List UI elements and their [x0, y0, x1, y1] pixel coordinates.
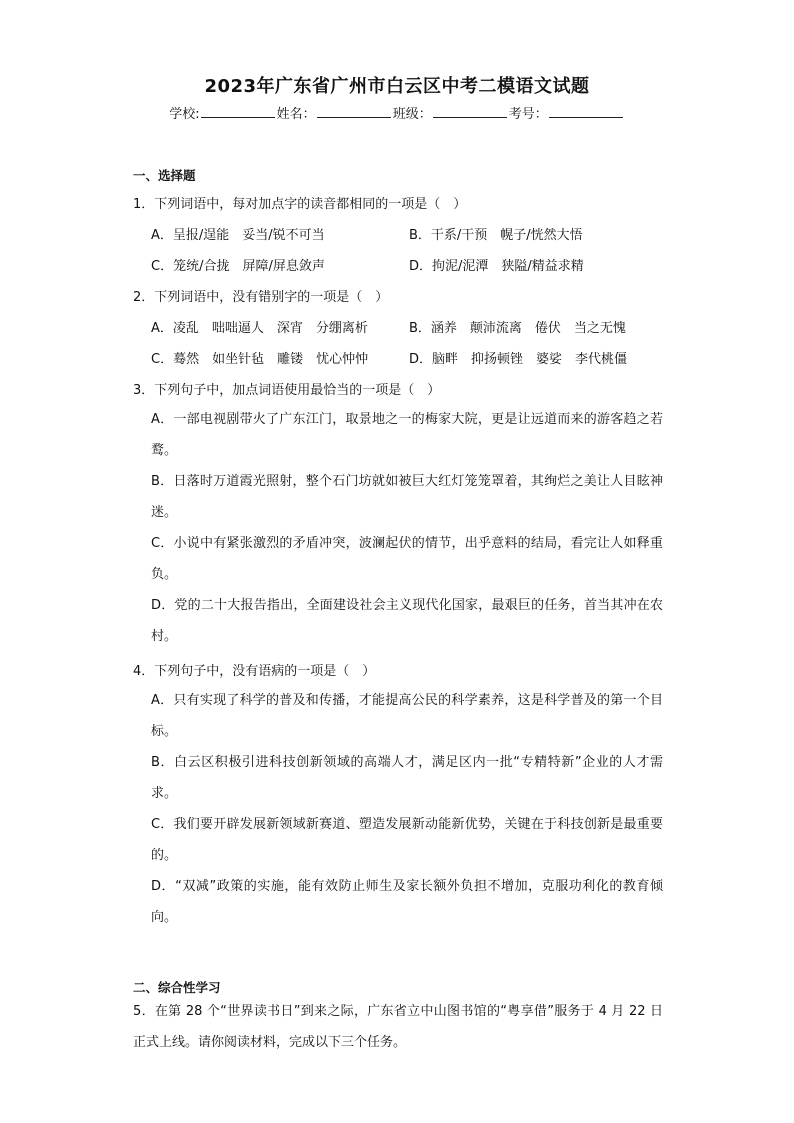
question-1-option-c: C．笼统/合拢 屏障/屏息敛声: [151, 259, 325, 274]
question-4-option-a: A．只有实现了科学的普及和传播，才能提高公民的科学素养，这是科学普及的第一个目标。: [151, 693, 663, 739]
school-label: 学校:: [169, 107, 200, 122]
question-3-stem: 3．下列句子中，加点词语使用最恰当的一项是（ ）: [133, 383, 441, 398]
section-heading-choice: 一、选择题: [133, 168, 196, 183]
name-blank[interactable]: [317, 105, 391, 118]
question-3-option-d: D．党的二十大报告指出，全面建设社会主义现代化国家，最艰巨的任务，首当其冲在农村。: [151, 598, 663, 644]
question-4-option-d: D．“双减”政策的实施，能有效防止师生及家长额外负担不增加，克服功利化的教育倾向。: [151, 879, 663, 925]
student-info-line: [0, 103, 794, 122]
exam-no-blank[interactable]: [549, 105, 623, 118]
class-blank[interactable]: [433, 105, 507, 118]
question-2-option-b: B．涵养 颠沛流离 倦伏 当之无愧: [409, 321, 626, 336]
question-3-option-b: B．日落时万道霞光照射，整个石门坊就如被巨大红灯笼笼罩着，其绚烂之美让人目眩神迷。: [151, 474, 663, 520]
name-label: 姓名：: [276, 107, 316, 122]
question-3-option-c: C．小说中有紧张激烈的矛盾冲突，波澜起伏的情节，出乎意料的结局，看完让人如释重负。: [151, 536, 663, 582]
question-2-option-a: A．凌乱 咄咄逼人 深宵 分绷离析: [151, 321, 368, 336]
question-2-stem: 2．下列词语中，没有错别字的一项是（ ）: [133, 290, 389, 305]
class-label: 班级：: [392, 107, 432, 122]
section-heading-comprehensive: 二、综合性学习: [133, 980, 221, 995]
question-1-stem: 1．下列词语中，每对加点字的读音都相同的一项是（ ）: [133, 197, 467, 212]
question-2-option-d: D．脑畔 抑扬顿锉 婆娑 李代桃僵: [409, 352, 628, 367]
question-1-option-d: D．拘泥/泥潭 狭隘/精益求精: [409, 259, 584, 274]
question-2-option-c: C．蓦然 如坐针毡 雕镂 忧心忡忡: [151, 352, 369, 367]
question-3-option-a: A．一部电视剧带火了广东江门，取景地之一的梅家大院，更是让远道而来的游客趋之若鹜。: [151, 412, 663, 458]
question-1-option-b: B．干系/干预 幌子/恍然大悟: [409, 228, 583, 243]
question-4-option-c: C．我们要开辟发展新领域新赛道、塑造发展新动能新优势，关键在于科技创新是最重要的。: [151, 817, 663, 863]
question-4-option-b: B．白云区积极引进科技创新领域的高端人才，满足区内一批“专精特新”企业的人才需求。: [151, 755, 663, 801]
school-blank[interactable]: [201, 105, 275, 118]
question-1-option-a: A．呈报/逞能 妥当/锐不可当: [151, 228, 325, 243]
exam-no-label: 考号：: [508, 107, 548, 122]
question-4-stem: 4．下列句子中，没有语病的一项是（ ）: [133, 664, 376, 679]
question-5-stem: 5．在第 28 个“世界读书日”到来之际，广东省立中山图书馆的“粤享借”服务于 4 月 22 日正式上线。请你阅读材料，完成以下三个任务。: [133, 1004, 663, 1050]
exam-title: 2023年广东省广州市白云区中考二模语文试题: [204, 76, 590, 97]
